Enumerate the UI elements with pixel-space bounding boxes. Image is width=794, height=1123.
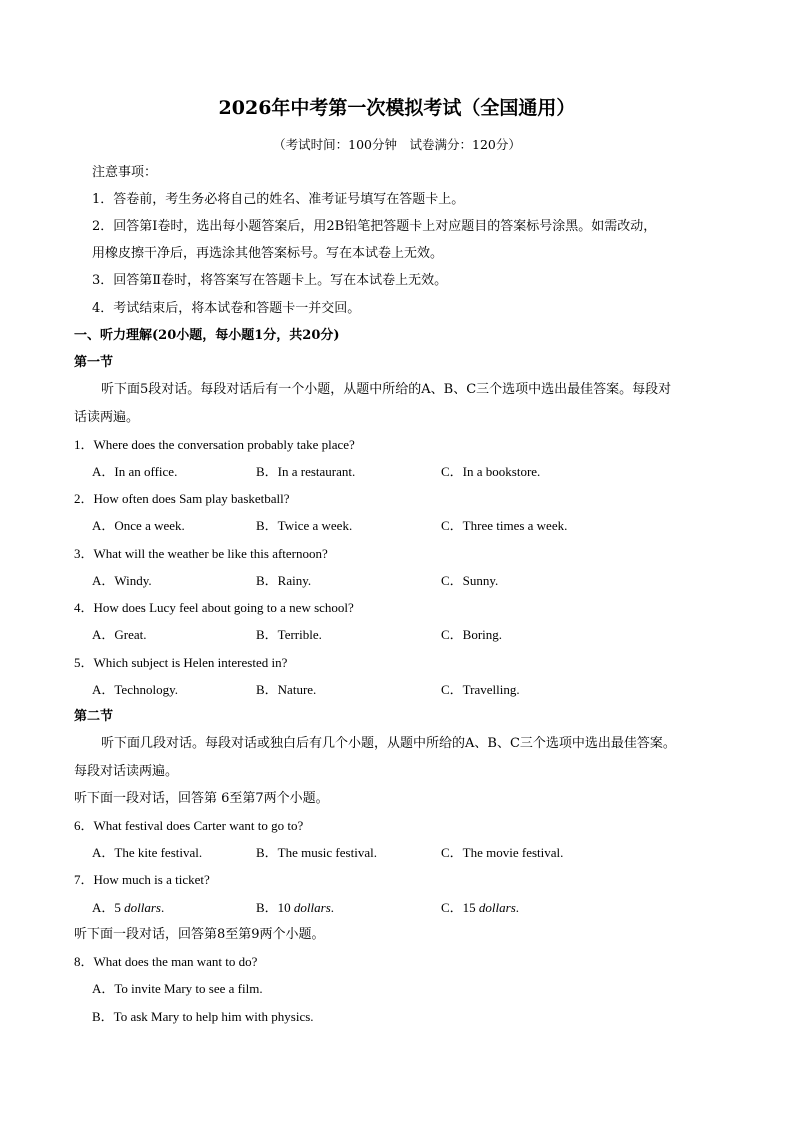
option-b: B．Twice a week. <box>256 518 353 533</box>
option-c: C．15 dollars. <box>441 900 520 915</box>
option-c: C．Boring. <box>441 627 503 642</box>
option-c: C．Three times a week. <box>441 518 568 533</box>
part-instruction: 听下面5段对话。每段对话后有一个小题，从题中所给的A、B、C三个选项中选出最佳答案。每段对 <box>101 382 672 397</box>
question-stem: 5．Which subject is Helen interested in? <box>74 655 288 670</box>
part-instruction-continued: 话读两遍。 <box>74 410 140 425</box>
notes-heading: 注意事项： <box>92 165 158 180</box>
option-b: B．10 dollars. <box>256 900 335 915</box>
option-a: A．To invite Mary to see a film. <box>92 981 263 996</box>
exam-subtitle: （考试时间：100分钟 试卷满分：120分） <box>273 137 521 152</box>
part-label: 第一节 <box>74 355 114 370</box>
dialogue-group-instruction: 听下面一段对话，回答第 6至第7两个小题。 <box>74 791 329 806</box>
option-b: B．The music festival. <box>256 845 377 860</box>
option-a: A．Technology. <box>92 682 178 697</box>
option-c: C．In a bookstore. <box>441 464 541 479</box>
option-a: A．Great. <box>92 627 147 642</box>
option-b: B．Nature. <box>256 682 317 697</box>
option-a: A．In an office. <box>92 464 178 479</box>
option-b: B．Rainy. <box>256 573 312 588</box>
question-stem: 1．Where does the conversation probably take place? <box>74 437 355 452</box>
option-a: A．Once a week. <box>92 518 185 533</box>
note-item: 4．考试结束后，将本试卷和答题卡一并交回。 <box>92 301 361 316</box>
option-c: C．Travelling. <box>441 682 520 697</box>
question-stem: 8．What does the man want to do? <box>74 954 258 969</box>
question-stem: 2．How often does Sam play basketball? <box>74 491 290 506</box>
note-item: 2．回答第Ⅰ卷时，选出每小题答案后，用2B铅笔把答题卡上对应题目的答案标号涂黑。如需改动， <box>92 219 657 234</box>
option-b: B．Terrible. <box>256 627 322 642</box>
part-instruction-continued: 每段对话读两遍。 <box>74 764 179 779</box>
option-b-unit: dollars <box>293 900 331 915</box>
question-stem: 3．What will the weather be like this afternoon? <box>74 546 328 561</box>
option-c: C．The movie festival. <box>441 845 564 860</box>
dialogue-group-instruction: 听下面一段对话，回答第8至第9两个小题。 <box>74 927 325 942</box>
option-c: C．Sunny. <box>441 573 499 588</box>
part-label: 第二节 <box>74 709 114 724</box>
note-item-continued: 用橡皮擦干净后，再选涂其他答案标号。写在本试卷上无效。 <box>92 246 444 261</box>
option-a: A．Windy. <box>92 573 152 588</box>
part-instruction: 听下面几段对话。每段对话或独白后有几个小题，从题中所给的A、B、C三个选项中选出最佳答案。 <box>101 736 676 751</box>
exam-title: 2026年中考第一次模拟考试（全国通用） <box>218 97 576 119</box>
option-a-unit: dollars <box>124 900 161 915</box>
option-a: A．The kite festival. <box>92 845 203 860</box>
option-c-unit: dollars <box>478 900 516 915</box>
option-b: B．In a restaurant. <box>256 464 356 479</box>
question-stem: 7．How much is a ticket? <box>74 872 210 887</box>
question-stem: 4．How does Lucy feel about going to a new school? <box>74 600 354 615</box>
question-stem: 6．What festival does Carter want to go to? <box>74 818 304 833</box>
option-b: B．To ask Mary to help him with physics. <box>92 1009 314 1024</box>
note-item: 1．答卷前，考生务必将自己的姓名、准考证号填写在答题卡上。 <box>92 192 465 207</box>
option-a: A．5 dollars. <box>92 900 165 915</box>
section-heading: 一、听力理解(20小题，每小题1分，共20分) <box>74 328 340 343</box>
note-item: 3．回答第Ⅱ卷时，将答案写在答题卡上。写在本试卷上无效。 <box>92 273 448 288</box>
